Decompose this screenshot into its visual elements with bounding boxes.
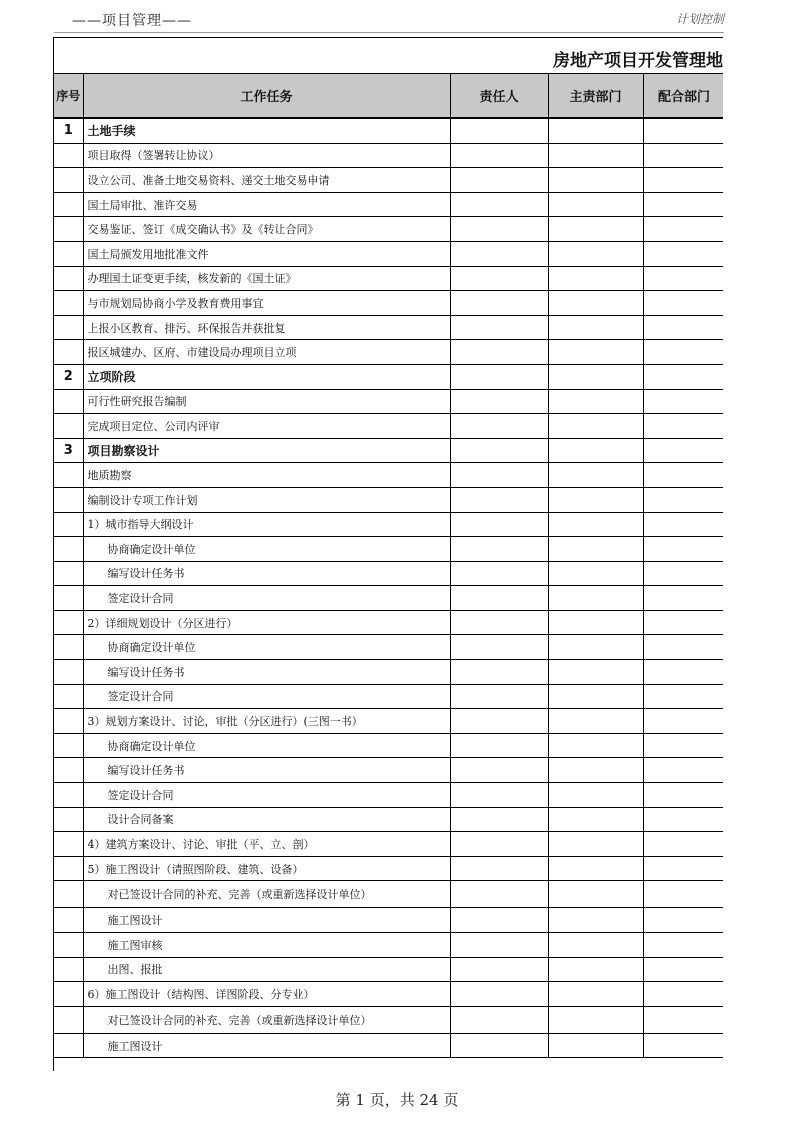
- owner-cell: [450, 463, 548, 488]
- header-category-label: 计划控制: [675, 12, 724, 26]
- owner-cell: [450, 561, 548, 586]
- row-number-cell: [54, 463, 83, 488]
- owner-cell: [450, 487, 548, 512]
- dept-cell: [548, 364, 643, 389]
- sheet-title: 房地产项目开发管理地: [553, 51, 723, 71]
- task-cell: 协商确定设计单位: [83, 537, 450, 562]
- coop-cell: [643, 241, 723, 266]
- task-cell: 与市规划局协商小学及教育费用事宜: [83, 291, 450, 316]
- coop-cell: [643, 957, 723, 982]
- owner-cell: [450, 315, 548, 340]
- task-cell: 编写设计任务书: [83, 561, 450, 586]
- owner-cell: [450, 168, 548, 193]
- table-row: [54, 389, 723, 414]
- dept-cell: [548, 118, 643, 143]
- task-cell: 设计合同备案: [83, 807, 450, 832]
- column-header-task: 工作任务: [83, 74, 450, 118]
- dept-cell: [548, 856, 643, 881]
- dept-cell: [548, 586, 643, 611]
- owner-cell: [450, 118, 548, 143]
- row-number-cell: [54, 758, 83, 783]
- table-row: [54, 957, 723, 982]
- owner-cell: [450, 709, 548, 734]
- table-row: [54, 340, 723, 365]
- table-row: [54, 856, 723, 881]
- owner-cell: [450, 389, 548, 414]
- task-cell: 设立公司、准备土地交易资料、递交土地交易申请: [83, 168, 450, 193]
- owner-cell: [450, 783, 548, 808]
- coop-cell: [643, 561, 723, 586]
- owner-cell: [450, 512, 548, 537]
- row-number-cell: [54, 586, 83, 611]
- header-divider: [54, 32, 724, 33]
- task-cell: 上报小区教育、排污、环保报告并获批复: [83, 315, 450, 340]
- owner-cell: [450, 537, 548, 562]
- table-row: [54, 881, 723, 908]
- dept-cell: [548, 881, 643, 908]
- task-cell: 5）施工图设计（请照图阶段、建筑、设备）: [83, 856, 450, 881]
- coop-cell: [643, 709, 723, 734]
- table-row: [54, 414, 723, 439]
- row-number-cell: [54, 241, 83, 266]
- dept-cell: [548, 168, 643, 193]
- dept-cell: [548, 537, 643, 562]
- coop-cell: [643, 291, 723, 316]
- table-row: [54, 561, 723, 586]
- coop-cell: [643, 908, 723, 933]
- owner-cell: [450, 586, 548, 611]
- table-row: [54, 512, 723, 537]
- task-cell: 1）城市指导大纲设计: [83, 512, 450, 537]
- row-number-cell: [54, 807, 83, 832]
- row-number-cell: [54, 709, 83, 734]
- task-cell: 地质勘察: [83, 463, 450, 488]
- task-cell: 编写设计任务书: [83, 660, 450, 685]
- row-number-cell: [54, 266, 83, 291]
- row-number-cell: 1: [54, 118, 83, 143]
- row-number-cell: [54, 512, 83, 537]
- row-number-cell: [54, 982, 83, 1007]
- table-row: [54, 709, 723, 734]
- table-row: [54, 1006, 723, 1033]
- table-row: [54, 537, 723, 562]
- coop-cell: [643, 438, 723, 463]
- task-cell: 签定设计合同: [83, 586, 450, 611]
- dept-cell: [548, 143, 643, 168]
- task-cell: 6）施工图设计（结构图、详图阶段、分专业）: [83, 982, 450, 1007]
- dept-cell: [548, 933, 643, 958]
- owner-cell: [450, 438, 548, 463]
- dept-cell: [548, 684, 643, 709]
- task-cell: 交易鉴证、签订《成交确认书》及《转让合同》: [83, 217, 450, 242]
- table-row: [54, 982, 723, 1007]
- task-cell: 4）建筑方案设计、讨论、审批（平、立、剖）: [83, 832, 450, 857]
- row-number-cell: [54, 1006, 83, 1033]
- dept-cell: [548, 241, 643, 266]
- dept-cell: [548, 832, 643, 857]
- owner-cell: [450, 1033, 548, 1058]
- owner-cell: [450, 364, 548, 389]
- coop-cell: [643, 487, 723, 512]
- title-row: [54, 38, 723, 74]
- row-number-cell: [54, 933, 83, 958]
- owner-cell: [450, 832, 548, 857]
- task-cell: 签定设计合同: [83, 783, 450, 808]
- row-number-cell: [54, 389, 83, 414]
- row-number-cell: [54, 684, 83, 709]
- dept-cell: [548, 561, 643, 586]
- coop-cell: [643, 933, 723, 958]
- coop-cell: [643, 512, 723, 537]
- coop-cell: [643, 610, 723, 635]
- dept-cell: [548, 982, 643, 1007]
- table-row: [54, 586, 723, 611]
- table-row: [54, 733, 723, 758]
- dept-cell: [548, 438, 643, 463]
- dept-cell: [548, 758, 643, 783]
- page-footer: 第 1 页，共 24 页: [335, 1091, 459, 1109]
- table-row: [54, 241, 723, 266]
- coop-cell: [643, 982, 723, 1007]
- table-row: [54, 783, 723, 808]
- row-number-cell: 2: [54, 364, 83, 389]
- table-row: [54, 684, 723, 709]
- row-number-cell: [54, 881, 83, 908]
- task-cell: 对已签设计合同的补充、完善（或重新选择设计单位）: [83, 1006, 450, 1033]
- task-cell: 立项阶段: [83, 364, 450, 389]
- row-number-cell: 3: [54, 438, 83, 463]
- table-row: [54, 1033, 723, 1058]
- table-row: [54, 266, 723, 291]
- dept-cell: [548, 512, 643, 537]
- coop-cell: [643, 266, 723, 291]
- coop-cell: [643, 832, 723, 857]
- dept-cell: [548, 266, 643, 291]
- task-cell: 办理国土证变更手续，核发新的《国土证》: [83, 266, 450, 291]
- owner-cell: [450, 340, 548, 365]
- dept-cell: [548, 709, 643, 734]
- owner-cell: [450, 414, 548, 439]
- row-number-cell: [54, 340, 83, 365]
- dept-cell: [548, 340, 643, 365]
- table-header-row: [54, 74, 723, 118]
- row-number-cell: [54, 217, 83, 242]
- coop-cell: [643, 143, 723, 168]
- task-cell: 施工图设计: [83, 908, 450, 933]
- coop-cell: [643, 414, 723, 439]
- dept-cell: [548, 610, 643, 635]
- column-header-dept: 主责部门: [548, 74, 643, 118]
- dept-cell: [548, 463, 643, 488]
- coop-cell: [643, 192, 723, 217]
- dept-cell: [548, 807, 643, 832]
- dept-cell: [548, 291, 643, 316]
- coop-cell: [643, 217, 723, 242]
- coop-cell: [643, 389, 723, 414]
- row-number-cell: [54, 1033, 83, 1058]
- owner-cell: [450, 217, 548, 242]
- table-row: [54, 487, 723, 512]
- coop-cell: [643, 783, 723, 808]
- task-cell: 编写设计任务书: [83, 758, 450, 783]
- coop-cell: [643, 315, 723, 340]
- row-number-cell: [54, 291, 83, 316]
- table-row: [54, 660, 723, 685]
- coop-cell: [643, 733, 723, 758]
- coop-cell: [643, 758, 723, 783]
- section-row: [54, 438, 723, 463]
- plan-sheet: [53, 37, 723, 1071]
- coop-cell: [643, 364, 723, 389]
- dept-cell: [548, 1006, 643, 1033]
- dept-cell: [548, 315, 643, 340]
- task-cell: 签定设计合同: [83, 684, 450, 709]
- section-row: [54, 364, 723, 389]
- task-cell: 协商确定设计单位: [83, 635, 450, 660]
- owner-cell: [450, 291, 548, 316]
- owner-cell: [450, 982, 548, 1007]
- row-number-cell: [54, 635, 83, 660]
- table-row: [54, 758, 723, 783]
- owner-cell: [450, 241, 548, 266]
- dept-cell: [548, 908, 643, 933]
- coop-cell: [643, 118, 723, 143]
- task-cell: 土地手续: [83, 118, 450, 143]
- owner-cell: [450, 807, 548, 832]
- coop-cell: [643, 807, 723, 832]
- column-header-no: 序号: [54, 74, 83, 118]
- owner-cell: [450, 758, 548, 783]
- row-number-cell: [54, 832, 83, 857]
- table-row: [54, 192, 723, 217]
- row-number-cell: [54, 957, 83, 982]
- row-number-cell: [54, 908, 83, 933]
- header-section-label: ——项目管理——: [72, 13, 192, 29]
- table-row: [54, 217, 723, 242]
- dept-cell: [548, 217, 643, 242]
- owner-cell: [450, 143, 548, 168]
- task-cell: 国土局审批、准许交易: [83, 192, 450, 217]
- task-table: [54, 74, 723, 1058]
- task-cell: 出图、报批: [83, 957, 450, 982]
- coop-cell: [643, 1006, 723, 1033]
- row-number-cell: [54, 192, 83, 217]
- dept-cell: [548, 414, 643, 439]
- task-cell: 3）规划方案设计、讨论，审批（分区进行）(三图一书）: [83, 709, 450, 734]
- coop-cell: [643, 635, 723, 660]
- owner-cell: [450, 266, 548, 291]
- owner-cell: [450, 610, 548, 635]
- owner-cell: [450, 1006, 548, 1033]
- row-number-cell: [54, 561, 83, 586]
- task-cell: 项目取得（签署转让协议）: [83, 143, 450, 168]
- row-number-cell: [54, 537, 83, 562]
- coop-cell: [643, 586, 723, 611]
- table-row: [54, 908, 723, 933]
- row-number-cell: [54, 414, 83, 439]
- owner-cell: [450, 635, 548, 660]
- table-row: [54, 933, 723, 958]
- row-number-cell: [54, 143, 83, 168]
- task-cell: 施工图设计: [83, 1033, 450, 1058]
- row-number-cell: [54, 168, 83, 193]
- row-number-cell: [54, 783, 83, 808]
- task-cell: 协商确定设计单位: [83, 733, 450, 758]
- row-number-cell: [54, 487, 83, 512]
- coop-cell: [643, 1033, 723, 1058]
- coop-cell: [643, 881, 723, 908]
- owner-cell: [450, 933, 548, 958]
- dept-cell: [548, 192, 643, 217]
- task-cell: 项目勘察设计: [83, 438, 450, 463]
- owner-cell: [450, 881, 548, 908]
- dept-cell: [548, 1033, 643, 1058]
- table-row: [54, 168, 723, 193]
- owner-cell: [450, 908, 548, 933]
- coop-cell: [643, 684, 723, 709]
- row-number-cell: [54, 315, 83, 340]
- task-cell: 施工图审核: [83, 933, 450, 958]
- coop-cell: [643, 856, 723, 881]
- row-number-cell: [54, 733, 83, 758]
- coop-cell: [643, 168, 723, 193]
- table-row: [54, 143, 723, 168]
- coop-cell: [643, 340, 723, 365]
- task-cell: 对已签设计合同的补充、完善（或重新选择设计单位）: [83, 881, 450, 908]
- row-number-cell: [54, 660, 83, 685]
- dept-cell: [548, 660, 643, 685]
- owner-cell: [450, 660, 548, 685]
- task-cell: 可行性研究报告编制: [83, 389, 450, 414]
- dept-cell: [548, 733, 643, 758]
- row-number-cell: [54, 610, 83, 635]
- task-cell: 2）详细规划设计（分区进行）: [83, 610, 450, 635]
- table-row: [54, 463, 723, 488]
- row-number-cell: [54, 856, 83, 881]
- owner-cell: [450, 192, 548, 217]
- coop-cell: [643, 660, 723, 685]
- coop-cell: [643, 463, 723, 488]
- owner-cell: [450, 733, 548, 758]
- column-header-owner: 责任人: [450, 74, 548, 118]
- task-cell: 报区城建办、区府、市建设局办理项目立项: [83, 340, 450, 365]
- table-row: [54, 832, 723, 857]
- task-cell: 国土局颁发用地批准文件: [83, 241, 450, 266]
- coop-cell: [643, 537, 723, 562]
- column-header-coop: 配合部门: [643, 74, 723, 118]
- task-cell: 编制设计专项工作计划: [83, 487, 450, 512]
- dept-cell: [548, 957, 643, 982]
- dept-cell: [548, 487, 643, 512]
- table-row: [54, 610, 723, 635]
- owner-cell: [450, 957, 548, 982]
- dept-cell: [548, 635, 643, 660]
- owner-cell: [450, 856, 548, 881]
- table-row: [54, 635, 723, 660]
- dept-cell: [548, 783, 643, 808]
- table-row: [54, 291, 723, 316]
- table-row: [54, 315, 723, 340]
- owner-cell: [450, 684, 548, 709]
- task-cell: 完成项目定位、公司内评审: [83, 414, 450, 439]
- section-row: [54, 118, 723, 143]
- dept-cell: [548, 389, 643, 414]
- table-row: [54, 807, 723, 832]
